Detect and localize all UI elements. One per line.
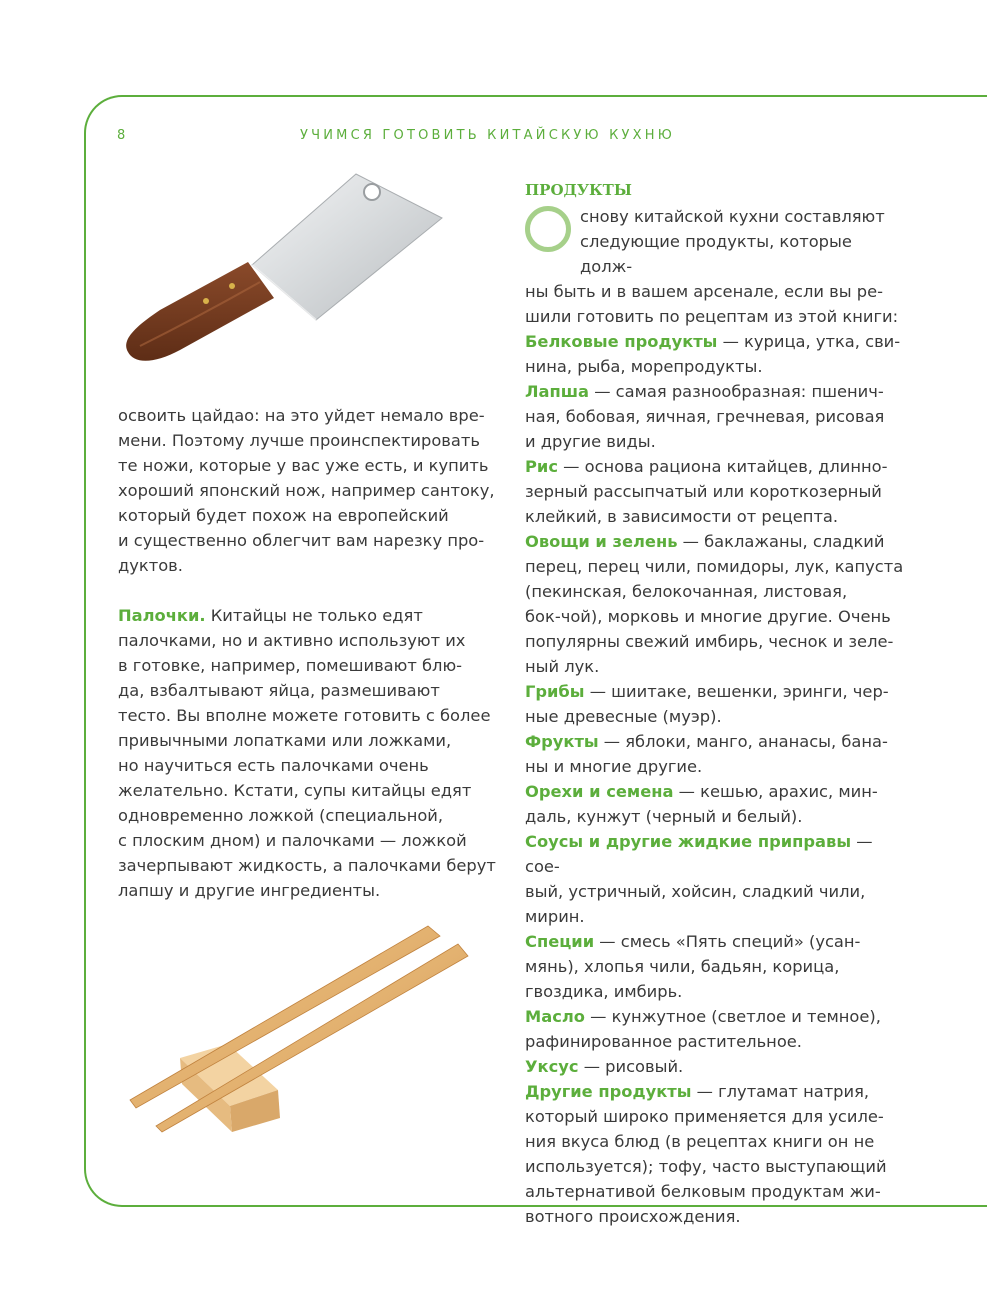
product-description: — баклажаны, сладкий: [677, 532, 885, 551]
product-description: — глутамат натрия,: [691, 1082, 870, 1101]
text-line: ный лук.: [525, 657, 600, 676]
product-description: — смесь «Пять специй» (усан-: [594, 932, 861, 951]
text-line: с плоским дном) и палочками — ложкой: [118, 831, 467, 850]
knife-paragraph: [118, 403, 498, 578]
product-item: [525, 379, 905, 404]
product-item: [525, 454, 905, 479]
product-description: — основа рациона китайцев, длинно-: [558, 457, 888, 476]
text-line: который широко применяется для усиле-: [525, 1107, 884, 1126]
product-term: Рис: [525, 457, 558, 476]
product-item: [525, 779, 905, 804]
product-description: — кунжутное (светлое и темное),: [584, 1007, 881, 1026]
text-line: используется); тофу, часто выступающий: [525, 1157, 887, 1176]
text-line: желательно. Кстати, супы китайцы едят: [118, 781, 472, 800]
text-line: и существенно облегчит вам нарезку про-: [118, 531, 485, 550]
text-line: зачерпывают жидкость, а палочками берут: [118, 856, 496, 875]
running-head-title: УЧИМСЯ ГОТОВИТЬ КИТАЙСКУЮ КУХНЮ: [300, 128, 675, 143]
text-line: но научиться есть палочками очень: [118, 756, 429, 775]
text-line: мени. Поэтому лучше проинспектировать: [118, 431, 480, 450]
product-term: Белковые продукты: [525, 332, 718, 351]
product-term: Лапша: [525, 382, 590, 401]
product-term: Другие продукты: [525, 1082, 692, 1101]
text-line: (пекинская, белокочанная, листовая,: [525, 582, 848, 601]
text-line: ния вкуса блюд (в рецептах книги он не: [525, 1132, 875, 1151]
text-line: лапшу и другие ингредиенты.: [118, 881, 381, 900]
chopsticks-paragraph: [118, 603, 498, 903]
text-line: те ножи, которые у вас уже есть, и купить: [118, 456, 489, 475]
product-item: [525, 729, 905, 754]
product-term: Уксус: [525, 1057, 579, 1076]
text-line: перец, перец чили, помидоры, лук, капуста: [525, 557, 904, 576]
text-line: и другие виды.: [525, 432, 656, 451]
text-line: шили готовить по рецептам из этой книги:: [525, 307, 899, 326]
product-description: — кешью, арахис, мин-: [673, 782, 878, 801]
product-term: Орехи и семена: [525, 782, 674, 801]
text-line: освоить цайдао: на это уйдет немало вре-: [118, 406, 485, 425]
text-line: вый, устричный, хойсин, сладкий чили,: [525, 882, 866, 901]
product-term: Специи: [525, 932, 595, 951]
text-line: ны быть и в вашем арсенале, если вы ре-: [525, 282, 883, 301]
cleaver-knife-image: [120, 170, 450, 380]
product-item: [525, 1079, 905, 1104]
chopsticks-term: Палочки.: [118, 606, 206, 625]
text-line: да, взбалтывают яйца, размешивают: [118, 681, 440, 700]
section-title: ПРОДУКТЫ: [525, 181, 632, 199]
product-item: [525, 1004, 905, 1029]
product-description: — курица, утка, сви-: [717, 332, 901, 351]
product-term: Соусы и другие жидкие приправы: [525, 832, 852, 851]
product-item: [525, 829, 905, 879]
text-line: ные древесные (муэр).: [525, 707, 722, 726]
product-description: — яблоки, манго, ананасы, бана-: [598, 732, 888, 751]
product-description: — сое-: [525, 832, 873, 876]
text-line: привычными лопатками или ложками,: [118, 731, 452, 750]
text-line: зерный рассыпчатый или короткозерный: [525, 482, 882, 501]
product-term: Фрукты: [525, 732, 599, 751]
product-item: [525, 529, 905, 554]
chopsticks-image: [128, 918, 473, 1133]
text-line: Китайцы не только едят: [205, 606, 423, 625]
text-line: дуктов.: [118, 556, 183, 575]
text-line: тесто. Вы вполне можете готовить с более: [118, 706, 491, 725]
page-number: 8: [117, 128, 127, 143]
text-line: ны и многие другие.: [525, 757, 703, 776]
product-item: [525, 679, 905, 704]
text-line: даль, кунжут (черный и белый).: [525, 807, 803, 826]
product-term: Масло: [525, 1007, 585, 1026]
text-line: в готовке, например, помешивают блю-: [118, 656, 463, 675]
product-item: [525, 929, 905, 954]
product-description: — шиитаке, вешенки, эринги, чер-: [584, 682, 889, 701]
text-line: следующие продукты, которые долж-: [580, 232, 852, 276]
text-line: который будет похож на европейский: [118, 506, 449, 525]
text-line: вотного происхождения.: [525, 1207, 741, 1226]
text-line: ная, бобовая, яичная, гречневая, рисовая: [525, 407, 885, 426]
text-line: гвоздика, имбирь.: [525, 982, 683, 1001]
product-item: [525, 1054, 905, 1079]
dropcap-circle-icon: [525, 206, 571, 252]
text-line: бок-чой), морковь и многие другие. Очень: [525, 607, 891, 626]
text-line: нина, рыба, морепродукты.: [525, 357, 763, 376]
product-list: [525, 329, 905, 1229]
text-line: хороший японский нож, например сантоку,: [118, 481, 495, 500]
product-term: Грибы: [525, 682, 585, 701]
text-line: рафинированное растительное.: [525, 1032, 802, 1051]
product-description: — рисовый.: [578, 1057, 684, 1076]
product-term: Овощи и зелень: [525, 532, 678, 551]
text-line: мянь), хлопья чили, бадьян, корица,: [525, 957, 840, 976]
text-line: одновременно ложкой (специальной,: [118, 806, 444, 825]
text-line: клейкий, в зависимости от рецепта.: [525, 507, 839, 526]
text-line: палочками, но и активно используют их: [118, 631, 466, 650]
product-description: — самая разнообразная: пшенич-: [589, 382, 884, 401]
product-item: [525, 329, 905, 354]
text-line: мирин.: [525, 907, 585, 926]
products-section: [525, 180, 905, 1229]
text-line: популярны свежий имбирь, чеснок и зеле-: [525, 632, 894, 651]
text-line: альтернативой белковым продуктам жи-: [525, 1182, 881, 1201]
text-line: снову китайской кухни составляют: [580, 207, 885, 226]
intro-paragraph: [525, 204, 905, 329]
